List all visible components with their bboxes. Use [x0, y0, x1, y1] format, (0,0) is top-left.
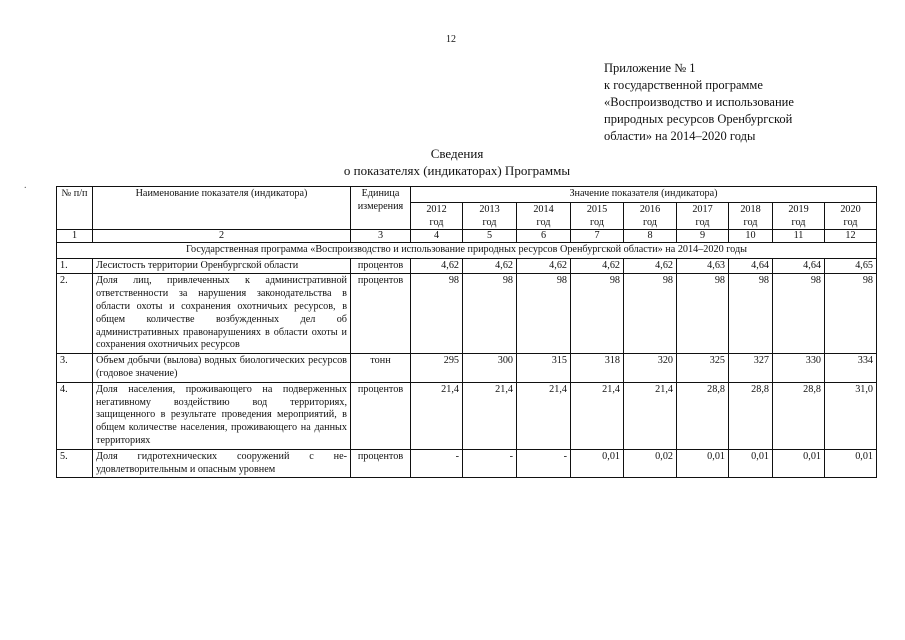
indicator-value: 21,4 [571, 382, 624, 449]
column-number: 12 [825, 229, 877, 242]
year-value: 2013 [479, 203, 500, 215]
appendix-note [604, 60, 894, 145]
indicator-value: 31,0 [825, 382, 877, 449]
year-value: 2020 [840, 203, 861, 215]
year-header [463, 202, 517, 229]
indicator-value: 0,01 [729, 449, 773, 478]
indicator-value: 98 [677, 274, 729, 354]
indicator-value: 0,01 [571, 449, 624, 478]
indicator-name: Доля населения, проживающего на подверженных негативному воздействию вод территориях, защищенного в результате проведения мероприятий, в общем количестве населения, проживающего на данных территориях [93, 382, 351, 449]
column-number: 11 [773, 229, 825, 242]
section-row [57, 242, 877, 258]
indicator-value: 4,63 [677, 258, 729, 274]
indicator-value: 21,4 [517, 382, 571, 449]
indicator-unit: процентов [351, 449, 411, 478]
table-row [57, 382, 877, 449]
year-label: год [429, 216, 444, 228]
document-heading [250, 145, 664, 179]
indicator-value: 4,62 [463, 258, 517, 274]
header-row [57, 187, 877, 203]
indicator-unit: процентов [351, 382, 411, 449]
indicator-name: Лесистость территории Оренбургской области [93, 258, 351, 274]
indicator-value: - [517, 449, 571, 478]
year-value: 2014 [533, 203, 554, 215]
year-header [677, 202, 729, 229]
year-label: год [536, 216, 551, 228]
column-number: 1 [57, 229, 93, 242]
indicator-value: 21,4 [624, 382, 677, 449]
indicator-value: 98 [825, 274, 877, 354]
indicator-unit: процентов [351, 274, 411, 354]
table-row [57, 258, 877, 274]
year-header [517, 202, 571, 229]
column-number: 9 [677, 229, 729, 242]
column-number: 3 [351, 229, 411, 242]
header-unit: Единица измерения [351, 187, 411, 230]
indicator-value: 0,01 [773, 449, 825, 478]
year-header [571, 202, 624, 229]
indicator-value: 98 [729, 274, 773, 354]
year-header [411, 202, 463, 229]
column-number: 4 [411, 229, 463, 242]
year-header [729, 202, 773, 229]
column-numbers-row [57, 229, 877, 242]
indicator-value: 98 [517, 274, 571, 354]
indicator-value: 98 [571, 274, 624, 354]
appendix-line: природных ресурсов Оренбургской [604, 112, 793, 126]
indicator-value: 4,65 [825, 258, 877, 274]
indicator-value: 295 [411, 354, 463, 383]
row-number: 4. [57, 382, 93, 449]
row-number: 3. [57, 354, 93, 383]
year-value: 2019 [788, 203, 809, 215]
table-row [57, 274, 877, 354]
year-label: год [791, 216, 806, 228]
indicator-value: 0,01 [825, 449, 877, 478]
indicator-value: 0,02 [624, 449, 677, 478]
indicator-value: 300 [463, 354, 517, 383]
indicator-value: 4,62 [411, 258, 463, 274]
indicator-value: 98 [463, 274, 517, 354]
appendix-line: к государственной программе [604, 78, 763, 92]
scan-speck: . [24, 180, 27, 191]
year-label: год [482, 216, 497, 228]
column-number: 7 [571, 229, 624, 242]
row-number: 2. [57, 274, 93, 354]
year-value: 2015 [586, 203, 608, 215]
indicator-value: 4,62 [571, 258, 624, 274]
indicator-value: 28,8 [773, 382, 825, 449]
indicator-name: Доля гидротехнических сооружений с неудовлетворительным и опасным уровнем [93, 449, 351, 478]
page-number: 12 [446, 34, 456, 45]
indicator-name: Доля лиц, привлеченных к административной ответственности за нарушения законодательства в области охоты и сохранения охотничьих ресурсов, в общем количестве возбужденных дел об административных правонарушениях в области охоты и сохранения охотничьих ресурсов [93, 274, 351, 354]
indicator-value: 320 [624, 354, 677, 383]
indicator-value: - [463, 449, 517, 478]
indicator-value: 4,62 [624, 258, 677, 274]
header-values: Значение показателя (индикатора) [411, 187, 877, 203]
indicator-value: 28,8 [729, 382, 773, 449]
indicator-value: - [411, 449, 463, 478]
section-title: Государственная программа «Воспроизводство и использование природных ресурсов Оренбургской области» на 2014–2020 годы [57, 242, 877, 258]
year-value: 2012 [426, 203, 447, 215]
heading-subtitle: о показателях (индикаторах) Программы [343, 163, 571, 178]
header-num: № п/п [57, 187, 93, 230]
indicator-value: 318 [571, 354, 624, 383]
year-label: год [590, 216, 604, 228]
column-number: 8 [624, 229, 677, 242]
indicators-table [56, 186, 877, 478]
year-header [773, 202, 825, 229]
table-row [57, 449, 877, 478]
year-label: год [643, 216, 657, 228]
year-value: 2016 [639, 203, 661, 215]
indicator-value: 98 [773, 274, 825, 354]
year-label: год [743, 216, 758, 228]
indicator-value: 327 [729, 354, 773, 383]
header-name: Наименование показателя (индикатора) [93, 187, 351, 230]
indicator-value: 21,4 [411, 382, 463, 449]
heading-title: Сведения [430, 146, 484, 161]
indicator-unit: тонн [351, 354, 411, 383]
year-value: 2017 [692, 203, 713, 215]
indicator-value: 4,62 [517, 258, 571, 274]
indicator-name: Объем добычи (вылова) водных биологических ресурсов (годовое значение) [93, 354, 351, 383]
indicator-value: 334 [825, 354, 877, 383]
indicator-value: 21,4 [463, 382, 517, 449]
appendix-line: Приложение № 1 [604, 61, 696, 75]
year-value: 2018 [740, 203, 761, 215]
indicator-value: 325 [677, 354, 729, 383]
indicator-value: 4,64 [729, 258, 773, 274]
table-row [57, 354, 877, 383]
indicator-value: 28,8 [677, 382, 729, 449]
indicator-value: 98 [624, 274, 677, 354]
column-number: 5 [463, 229, 517, 242]
column-number: 2 [93, 229, 351, 242]
indicator-value: 0,01 [677, 449, 729, 478]
indicator-value: 98 [411, 274, 463, 354]
year-label: год [695, 216, 710, 228]
indicator-unit: процентов [351, 258, 411, 274]
year-header [624, 202, 677, 229]
column-number: 6 [517, 229, 571, 242]
row-number: 5. [57, 449, 93, 478]
appendix-line: области» на 2014–2020 годы [604, 129, 756, 143]
indicator-value: 4,64 [773, 258, 825, 274]
appendix-line: «Воспроизводство и использование [604, 95, 794, 109]
row-number: 1. [57, 258, 93, 274]
indicator-value: 330 [773, 354, 825, 383]
indicator-value: 315 [517, 354, 571, 383]
year-label: год [843, 216, 858, 228]
column-number: 10 [729, 229, 773, 242]
year-header [825, 202, 877, 229]
